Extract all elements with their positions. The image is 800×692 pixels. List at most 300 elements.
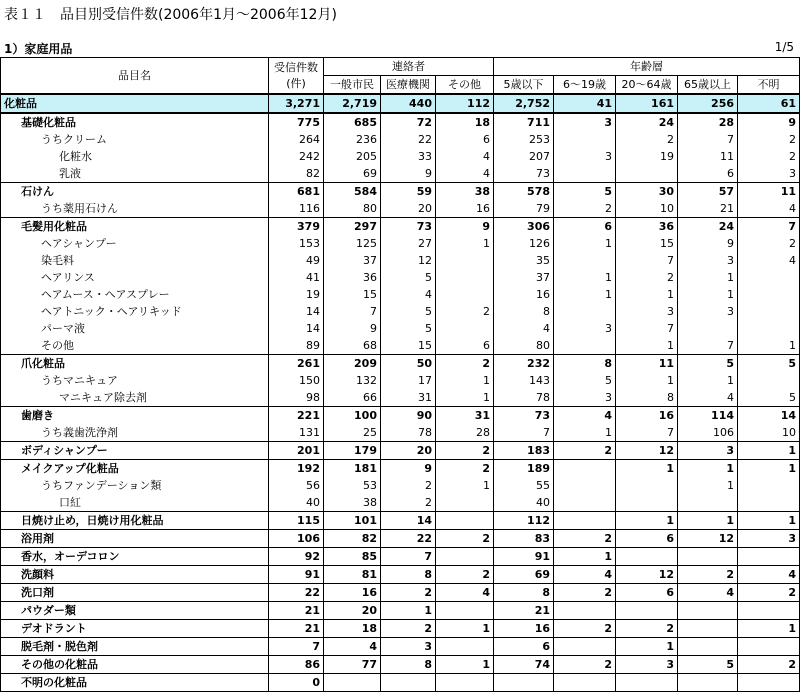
value-cell: [554, 638, 616, 656]
value-cell: [554, 337, 616, 355]
value-cell: 35: [494, 252, 554, 269]
value-cell: 8: [381, 656, 436, 674]
value-cell: 306: [494, 218, 554, 236]
col-count-label: 受信件数: [274, 60, 318, 74]
item-name-cell: ヘアムース・ヘアスプレー: [1, 286, 269, 303]
value-cell: 2,719: [324, 94, 381, 113]
value-cell: [436, 320, 494, 337]
table-row: [1, 494, 800, 512]
value-cell: 9: [738, 113, 800, 131]
value-cell: 80: [324, 200, 381, 218]
value-cell: 9: [381, 460, 436, 478]
value-cell: 126: [494, 235, 554, 252]
value-cell: 4: [678, 389, 738, 407]
value-cell: 232: [494, 355, 554, 373]
item-name-cell: 香水，オーデコロン: [1, 548, 269, 566]
value-cell: 261: [269, 355, 324, 373]
value-cell: [436, 638, 494, 656]
value-cell: 14: [269, 320, 324, 337]
item-name-cell: マニキュア除去剤: [1, 389, 269, 407]
value-cell: 1: [678, 286, 738, 303]
value-cell: [436, 252, 494, 269]
value-cell: 59: [381, 183, 436, 201]
value-cell: 82: [269, 165, 324, 183]
value-cell: 1: [616, 460, 678, 478]
value-cell: 209: [324, 355, 381, 373]
table-row: [1, 165, 800, 183]
value-cell: 3: [554, 113, 616, 131]
value-cell: 7: [324, 303, 381, 320]
value-cell: 2: [436, 355, 494, 373]
value-cell: [436, 286, 494, 303]
item-name-cell: 口紅: [1, 494, 269, 512]
value-cell: 1: [616, 638, 678, 656]
value-cell: [738, 286, 800, 303]
item-name-cell: 基礎化粧品: [1, 113, 269, 131]
value-cell: 10: [616, 200, 678, 218]
value-cell: [616, 477, 678, 494]
table-row: [1, 460, 800, 478]
value-cell: 1: [678, 372, 738, 389]
value-cell: 3: [738, 530, 800, 548]
value-cell: [436, 494, 494, 512]
item-name-cell: 不明の化粧品: [1, 674, 269, 692]
table-row: [1, 94, 800, 113]
value-cell: [616, 674, 678, 692]
value-cell: 201: [269, 442, 324, 460]
value-cell: 86: [269, 656, 324, 674]
table-body: [1, 94, 800, 692]
value-cell: 584: [324, 183, 381, 201]
value-cell: 6: [494, 638, 554, 656]
value-cell: [554, 460, 616, 478]
value-cell: 132: [324, 372, 381, 389]
value-cell: 2: [738, 131, 800, 148]
value-cell: 101: [324, 512, 381, 530]
value-cell: [678, 320, 738, 337]
value-cell: 1: [738, 620, 800, 638]
table-row: [1, 407, 800, 425]
value-cell: 5: [381, 303, 436, 320]
table-row: [1, 269, 800, 286]
value-cell: 253: [494, 131, 554, 148]
value-cell: [738, 372, 800, 389]
sub-header: 一般市民: [324, 76, 381, 95]
value-cell: [616, 165, 678, 183]
value-cell: [616, 548, 678, 566]
value-cell: 85: [324, 548, 381, 566]
value-cell: 4: [381, 286, 436, 303]
value-cell: [381, 674, 436, 692]
value-cell: 6: [616, 530, 678, 548]
value-cell: 79: [494, 200, 554, 218]
value-cell: 297: [324, 218, 381, 236]
value-cell: 1: [381, 602, 436, 620]
value-cell: 2: [381, 477, 436, 494]
value-cell: 100: [324, 407, 381, 425]
item-name-cell: 乳液: [1, 165, 269, 183]
value-cell: [678, 674, 738, 692]
value-cell: 27: [381, 235, 436, 252]
value-cell: 3: [554, 148, 616, 165]
value-cell: 98: [269, 389, 324, 407]
value-cell: 106: [678, 424, 738, 442]
value-cell: 4: [436, 148, 494, 165]
value-cell: 7: [269, 638, 324, 656]
value-cell: 153: [269, 235, 324, 252]
value-cell: 2: [436, 442, 494, 460]
value-cell: 711: [494, 113, 554, 131]
value-cell: 264: [269, 131, 324, 148]
value-cell: 2: [738, 656, 800, 674]
value-cell: 19: [269, 286, 324, 303]
value-cell: 9: [324, 320, 381, 337]
value-cell: 9: [678, 235, 738, 252]
value-cell: 440: [381, 94, 436, 113]
value-cell: 143: [494, 372, 554, 389]
value-cell: 92: [269, 548, 324, 566]
value-cell: 2: [738, 235, 800, 252]
value-cell: 36: [324, 269, 381, 286]
value-cell: 66: [324, 389, 381, 407]
value-cell: 33: [381, 148, 436, 165]
value-cell: 1: [678, 512, 738, 530]
value-cell: 14: [381, 512, 436, 530]
table-row: [1, 548, 800, 566]
value-cell: 5: [738, 389, 800, 407]
value-cell: 22: [381, 131, 436, 148]
table-row: [1, 424, 800, 442]
value-cell: 80: [494, 337, 554, 355]
value-cell: 15: [324, 286, 381, 303]
value-cell: 22: [269, 584, 324, 602]
value-cell: 8: [494, 303, 554, 320]
value-cell: 6: [436, 131, 494, 148]
table-row: [1, 442, 800, 460]
sub-header: 65歳以上: [678, 76, 738, 95]
value-cell: 72: [381, 113, 436, 131]
value-cell: 3: [616, 303, 678, 320]
value-cell: 55: [494, 477, 554, 494]
table-row: [1, 148, 800, 165]
value-cell: 78: [381, 424, 436, 442]
value-cell: 1: [436, 477, 494, 494]
value-cell: 69: [494, 566, 554, 584]
value-cell: 1: [616, 372, 678, 389]
value-cell: [324, 674, 381, 692]
value-cell: 5: [678, 355, 738, 373]
value-cell: 25: [324, 424, 381, 442]
table-row: [1, 566, 800, 584]
value-cell: 82: [324, 530, 381, 548]
value-cell: 1: [436, 372, 494, 389]
value-cell: 83: [494, 530, 554, 548]
value-cell: 4: [738, 566, 800, 584]
value-cell: 12: [616, 566, 678, 584]
value-cell: 73: [494, 165, 554, 183]
value-cell: 8: [381, 566, 436, 584]
value-cell: 21: [494, 602, 554, 620]
value-cell: 150: [269, 372, 324, 389]
value-cell: [738, 494, 800, 512]
value-cell: [554, 303, 616, 320]
value-cell: 183: [494, 442, 554, 460]
value-cell: 77: [324, 656, 381, 674]
value-cell: 1: [616, 512, 678, 530]
value-cell: 1: [678, 269, 738, 286]
item-name-cell: その他の化粧品: [1, 656, 269, 674]
value-cell: 16: [494, 620, 554, 638]
table-row: [1, 235, 800, 252]
value-cell: 1: [436, 389, 494, 407]
value-cell: 37: [324, 252, 381, 269]
table-row: [1, 200, 800, 218]
value-cell: 8: [554, 355, 616, 373]
value-cell: 106: [269, 530, 324, 548]
value-cell: 31: [381, 389, 436, 407]
value-cell: 4: [554, 407, 616, 425]
value-cell: 16: [616, 407, 678, 425]
value-cell: 192: [269, 460, 324, 478]
value-cell: 38: [324, 494, 381, 512]
value-cell: 181: [324, 460, 381, 478]
value-cell: 37: [494, 269, 554, 286]
value-cell: 16: [494, 286, 554, 303]
item-name-cell: うちファンデーション類: [1, 477, 269, 494]
value-cell: [554, 252, 616, 269]
value-cell: 1: [678, 477, 738, 494]
value-cell: 2: [554, 620, 616, 638]
value-cell: [554, 512, 616, 530]
value-cell: 4: [494, 320, 554, 337]
sub-header: 6～19歳: [554, 76, 616, 95]
value-cell: 7: [678, 337, 738, 355]
value-cell: 61: [738, 94, 800, 113]
table-row: [1, 337, 800, 355]
value-cell: 256: [678, 94, 738, 113]
value-cell: 20: [381, 200, 436, 218]
value-cell: 22: [381, 530, 436, 548]
value-cell: 12: [381, 252, 436, 269]
value-cell: 1: [616, 337, 678, 355]
value-cell: 116: [269, 200, 324, 218]
value-cell: [436, 269, 494, 286]
value-cell: 2: [381, 494, 436, 512]
value-cell: [738, 303, 800, 320]
table-row: [1, 252, 800, 269]
value-cell: [554, 494, 616, 512]
value-cell: 189: [494, 460, 554, 478]
table-row: [1, 477, 800, 494]
item-name-cell: 化粧品: [1, 94, 269, 113]
value-cell: 5: [381, 269, 436, 286]
item-name-cell: うちクリーム: [1, 131, 269, 148]
value-cell: [738, 320, 800, 337]
value-cell: 4: [678, 584, 738, 602]
value-cell: 68: [324, 337, 381, 355]
value-cell: 1: [436, 235, 494, 252]
value-cell: 9: [436, 218, 494, 236]
item-name-cell: ヘアリンス: [1, 269, 269, 286]
value-cell: 2: [436, 530, 494, 548]
value-cell: 14: [738, 407, 800, 425]
table-row: [1, 656, 800, 674]
value-cell: 91: [494, 548, 554, 566]
value-cell: 2: [436, 303, 494, 320]
value-cell: [554, 477, 616, 494]
col-item-header: 品目名: [1, 58, 269, 95]
value-cell: 18: [324, 620, 381, 638]
table-row: [1, 320, 800, 337]
item-name-cell: メイクアップ化粧品: [1, 460, 269, 478]
table-row: [1, 355, 800, 373]
table-row: [1, 303, 800, 320]
value-cell: 2: [738, 148, 800, 165]
value-cell: 2: [554, 584, 616, 602]
value-cell: 205: [324, 148, 381, 165]
value-cell: 21: [269, 620, 324, 638]
value-cell: 3: [738, 165, 800, 183]
value-cell: 12: [616, 442, 678, 460]
value-cell: 9: [381, 165, 436, 183]
value-cell: 1: [678, 460, 738, 478]
value-cell: 7: [381, 548, 436, 566]
value-cell: [738, 477, 800, 494]
value-cell: 1: [738, 337, 800, 355]
value-cell: 1: [554, 286, 616, 303]
value-cell: 2,752: [494, 94, 554, 113]
value-cell: 6: [678, 165, 738, 183]
value-cell: 1: [738, 460, 800, 478]
item-name-cell: その他: [1, 337, 269, 355]
value-cell: 38: [436, 183, 494, 201]
item-name-cell: パウダー類: [1, 602, 269, 620]
table-row: [1, 638, 800, 656]
table-row: [1, 286, 800, 303]
value-cell: 2: [381, 584, 436, 602]
value-cell: 179: [324, 442, 381, 460]
value-cell: 56: [269, 477, 324, 494]
item-name-cell: ヘアトニック・ヘアリキッド: [1, 303, 269, 320]
value-cell: [554, 131, 616, 148]
value-cell: 2: [554, 200, 616, 218]
value-cell: 112: [494, 512, 554, 530]
table-row: [1, 113, 800, 131]
value-cell: 24: [678, 218, 738, 236]
item-name-cell: 歯磨き: [1, 407, 269, 425]
value-cell: 20: [381, 442, 436, 460]
value-cell: [436, 548, 494, 566]
item-name-cell: 脱毛剤・脱色剤: [1, 638, 269, 656]
value-cell: 90: [381, 407, 436, 425]
value-cell: 19: [616, 148, 678, 165]
value-cell: 3,271: [269, 94, 324, 113]
value-cell: [738, 602, 800, 620]
item-name-cell: 日焼け止め，日焼け用化粧品: [1, 512, 269, 530]
table-row: [1, 530, 800, 548]
value-cell: [678, 620, 738, 638]
value-cell: 3: [554, 320, 616, 337]
value-cell: 1: [436, 656, 494, 674]
value-cell: 1: [436, 620, 494, 638]
value-cell: [738, 269, 800, 286]
value-cell: 15: [616, 235, 678, 252]
value-cell: 20: [324, 602, 381, 620]
value-cell: 17: [381, 372, 436, 389]
value-cell: 3: [678, 442, 738, 460]
value-cell: 53: [324, 477, 381, 494]
sub-header: その他: [436, 76, 494, 95]
value-cell: [738, 674, 800, 692]
value-cell: 6: [616, 584, 678, 602]
value-cell: 1: [616, 286, 678, 303]
value-cell: [678, 494, 738, 512]
table-row: [1, 602, 800, 620]
value-cell: 73: [381, 218, 436, 236]
value-cell: 2: [436, 566, 494, 584]
value-cell: 21: [269, 602, 324, 620]
item-name-cell: 浴用剤: [1, 530, 269, 548]
value-cell: 7: [616, 320, 678, 337]
value-cell: 2: [554, 530, 616, 548]
value-cell: 2: [678, 566, 738, 584]
value-cell: [678, 638, 738, 656]
value-cell: 379: [269, 218, 324, 236]
table-row: [1, 372, 800, 389]
value-cell: 2: [554, 442, 616, 460]
value-cell: 3: [616, 656, 678, 674]
item-name-cell: うち薬用石けん: [1, 200, 269, 218]
col-count-header: [269, 58, 324, 95]
value-cell: 16: [436, 200, 494, 218]
value-cell: 4: [738, 200, 800, 218]
value-cell: 3: [678, 303, 738, 320]
value-cell: 21: [678, 200, 738, 218]
value-cell: 5: [738, 355, 800, 373]
table-row: [1, 389, 800, 407]
value-cell: 3: [678, 252, 738, 269]
sub-header: 医療機関: [381, 76, 436, 95]
value-cell: 11: [738, 183, 800, 201]
value-cell: 7: [494, 424, 554, 442]
value-cell: 57: [678, 183, 738, 201]
page-number: 1/5: [774, 40, 794, 54]
value-cell: 125: [324, 235, 381, 252]
value-cell: 2: [381, 620, 436, 638]
value-cell: 10: [738, 424, 800, 442]
value-cell: 74: [494, 656, 554, 674]
value-cell: 4: [554, 566, 616, 584]
value-cell: 7: [616, 424, 678, 442]
value-cell: [436, 602, 494, 620]
value-cell: 69: [324, 165, 381, 183]
value-cell: 15: [381, 337, 436, 355]
table-row: [1, 584, 800, 602]
value-cell: 8: [616, 389, 678, 407]
value-cell: 115: [269, 512, 324, 530]
item-name-cell: 洗口剤: [1, 584, 269, 602]
value-cell: [436, 512, 494, 530]
value-cell: 7: [678, 131, 738, 148]
value-cell: 3: [554, 389, 616, 407]
value-cell: 4: [436, 165, 494, 183]
value-cell: 207: [494, 148, 554, 165]
value-cell: [678, 602, 738, 620]
value-cell: 7: [616, 252, 678, 269]
value-cell: 11: [616, 355, 678, 373]
value-cell: 2: [616, 131, 678, 148]
value-cell: 50: [381, 355, 436, 373]
